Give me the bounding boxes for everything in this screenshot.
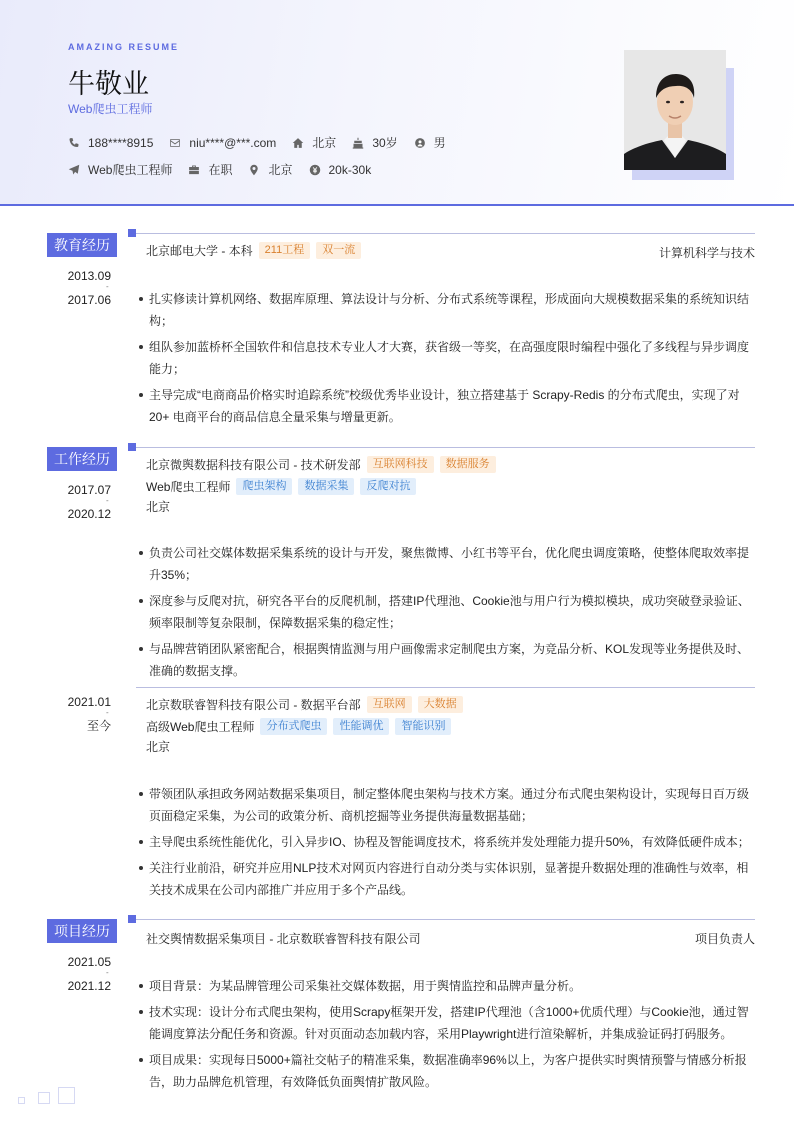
contact-info-row	[68, 134, 462, 151]
intent-text: Web爬虫工程师	[88, 163, 173, 177]
section-marker	[128, 229, 136, 237]
job-role-line	[146, 718, 451, 735]
company-name: 北京数联睿智科技有限公司 - 数据平台部	[146, 698, 361, 712]
job-bullets	[138, 542, 756, 686]
briefcase-icon	[188, 164, 200, 176]
project-bullets	[138, 975, 756, 1097]
project-role: 项目负责人	[694, 932, 755, 946]
company-tag: 数据服务	[440, 456, 496, 473]
email-text: niu****@***.com	[189, 135, 277, 150]
status-item	[188, 161, 232, 178]
entry-divider	[136, 687, 755, 688]
phone-item	[68, 136, 153, 150]
section-marker	[128, 915, 136, 923]
section-title-education: 教育经历	[47, 233, 117, 257]
list-item: 扎实修读计算机网络、数据库原理、算法设计与分析、分布式系统等课程，形成面向大规模数据采集的系统知识结构；	[138, 288, 756, 332]
candidate-title: Web爬虫工程师	[68, 102, 153, 116]
list-item: 组队参加蓝桥杯全国软件和信息技术专业人才大赛，获省级一等奖，在高强度限时编程中强化了多线程与异步调度能力；	[138, 336, 756, 380]
salary-item	[309, 163, 372, 177]
date-separator: -	[106, 282, 109, 291]
section-title-work: 工作经历	[47, 447, 117, 471]
gender-icon	[414, 137, 426, 149]
salary-text: 20k-30k	[328, 162, 372, 177]
education-bullets	[138, 288, 756, 432]
gender-item	[414, 134, 446, 151]
job-end-date: 2020.12	[67, 507, 111, 521]
role-tag: 性能调优	[333, 718, 389, 735]
role-tag: 智能识别	[395, 718, 451, 735]
candidate-name: 牛敬业	[68, 69, 149, 99]
job-company-line	[146, 696, 463, 713]
job-end-date: 至今	[86, 719, 111, 733]
email-item	[169, 136, 276, 150]
list-item: 深度参与反爬对抗，研究各平台的反爬机制，搭建IP代理池、Cookie池与用户行为模拟模块，成功突破登录验证、频率限制等复杂限制，保障数据采集的稳定性；	[138, 590, 756, 634]
project-start-date: 2021.05	[67, 955, 111, 969]
home-item	[292, 134, 336, 151]
section-divider	[136, 233, 755, 234]
education-major: 计算机科学与技术	[658, 246, 755, 260]
decor-square	[58, 1087, 75, 1104]
education-end-date: 2017.06	[67, 293, 111, 307]
city-text: 北京	[268, 163, 293, 177]
role-tag: 数据采集	[298, 478, 354, 495]
school-tag: 211工程	[259, 242, 311, 259]
city-item	[248, 161, 292, 178]
home-icon	[292, 137, 304, 149]
date-separator: -	[106, 708, 109, 717]
section-marker	[128, 443, 136, 451]
location-pin-icon	[248, 164, 260, 176]
job-city: 北京	[146, 740, 171, 754]
company-tag: 大数据	[418, 696, 463, 713]
job-info-row	[68, 161, 387, 178]
gender-text: 男	[433, 136, 446, 150]
job-role: 高级Web爬虫工程师	[146, 720, 255, 734]
mail-icon	[169, 137, 181, 149]
education-start-date: 2013.09	[67, 269, 111, 283]
section-divider	[136, 919, 755, 920]
school-tag: 双一流	[316, 242, 361, 259]
company-name: 北京微舆数据科技有限公司 - 技术研发部	[146, 458, 361, 472]
date-separator: -	[106, 496, 109, 505]
job-company-line	[146, 456, 496, 473]
intent-item	[68, 161, 172, 178]
job-start-date: 2021.01	[67, 695, 111, 709]
list-item: 关注行业前沿，研究并应用NLP技术对网页内容进行自动分类与实体识别，显著提升数据处理的准确性与效率，相关技术成果在公司内部推广并应用于多个产品线。	[138, 857, 756, 901]
list-item: 主导完成“电商商品价格实时追踪系统”校级优秀毕业设计，独立搭建基于 Scrapy-Redis 的分布式爬虫，实现了对 20+ 电商平台的商品信息全量采集与增量更新。	[138, 384, 756, 428]
role-tag: 爬虫架构	[236, 478, 292, 495]
age-text: 30岁	[372, 136, 398, 150]
company-tag: 互联网	[367, 696, 412, 713]
decor-square	[38, 1092, 50, 1104]
resume-header	[0, 0, 794, 206]
list-item: 主导爬虫系统性能优化，引入异步IO、协程及智能调度技术，将系统并发处理能力提升50%，有效降低硬件成本；	[138, 831, 756, 853]
section-title-project: 项目经历	[47, 919, 117, 943]
home-text: 北京	[312, 136, 337, 150]
list-item: 负责公司社交媒体数据采集系统的设计与开发，聚焦微博、小红书等平台，优化爬虫调度策略，使整体爬取效率提升35%；	[138, 542, 756, 586]
list-item: 与品牌营销团队紧密配合，根据舆情监测与用户画像需求定制爬虫方案，为竞品分析、KOL发现等业务提供及时、准确的数据支撑。	[138, 638, 756, 682]
list-item: 项目成果：实现每日5000+篇社交帖子的精准采集，数据准确率96%以上，为客户提供实时舆情预警与情感分析报告，助力品牌危机管理，有效降低负面舆情扩散风险。	[138, 1049, 756, 1093]
education-school-line	[146, 242, 361, 259]
money-icon	[309, 164, 321, 176]
list-item: 技术实现：设计分布式爬虫架构，使用Scrapy框架开发，搭建IP代理池（含1000+优质代理）与Cookie池，通过智能调度算法分配任务和资源。针对页面动态加载内容，采用Playwright进行渲染解析，并集成验证码打码服务。	[138, 1001, 756, 1045]
status-text: 在职	[208, 163, 233, 177]
project-end-date: 2021.12	[67, 979, 111, 993]
project-name: 社交舆情数据采集项目 - 北京数联睿智科技有限公司	[146, 932, 421, 946]
age-item	[352, 134, 397, 151]
job-role: Web爬虫工程师	[146, 480, 231, 494]
job-city: 北京	[146, 500, 171, 514]
resume-tagline: AMAZING RESUME	[68, 42, 179, 52]
list-item: 带领团队承担政务网站数据采集项目，制定整体爬虫架构与技术方案。通过分布式爬虫架构设计，实现每日百万级页面稳定采集，为公司的政策分析、商机挖掘等业务提供海量数据基础；	[138, 783, 756, 827]
role-tag: 反爬对抗	[360, 478, 416, 495]
list-item: 项目背景：为某品牌管理公司采集社交媒体数据，用于舆情监控和品牌声量分析。	[138, 975, 756, 997]
phone-text: 188****8915	[88, 135, 154, 150]
date-separator: -	[106, 968, 109, 977]
section-divider	[136, 447, 755, 448]
school-name: 北京邮电大学 - 本科	[146, 244, 253, 258]
cake-icon	[352, 137, 364, 149]
job-bullets	[138, 783, 756, 905]
profile-photo	[624, 50, 726, 170]
job-role-line	[146, 478, 416, 495]
decor-square	[18, 1097, 25, 1104]
send-icon	[68, 164, 80, 176]
phone-icon	[68, 137, 80, 149]
role-tag: 分布式爬虫	[260, 718, 327, 735]
company-tag: 互联网科技	[367, 456, 434, 473]
job-start-date: 2017.07	[67, 483, 111, 497]
